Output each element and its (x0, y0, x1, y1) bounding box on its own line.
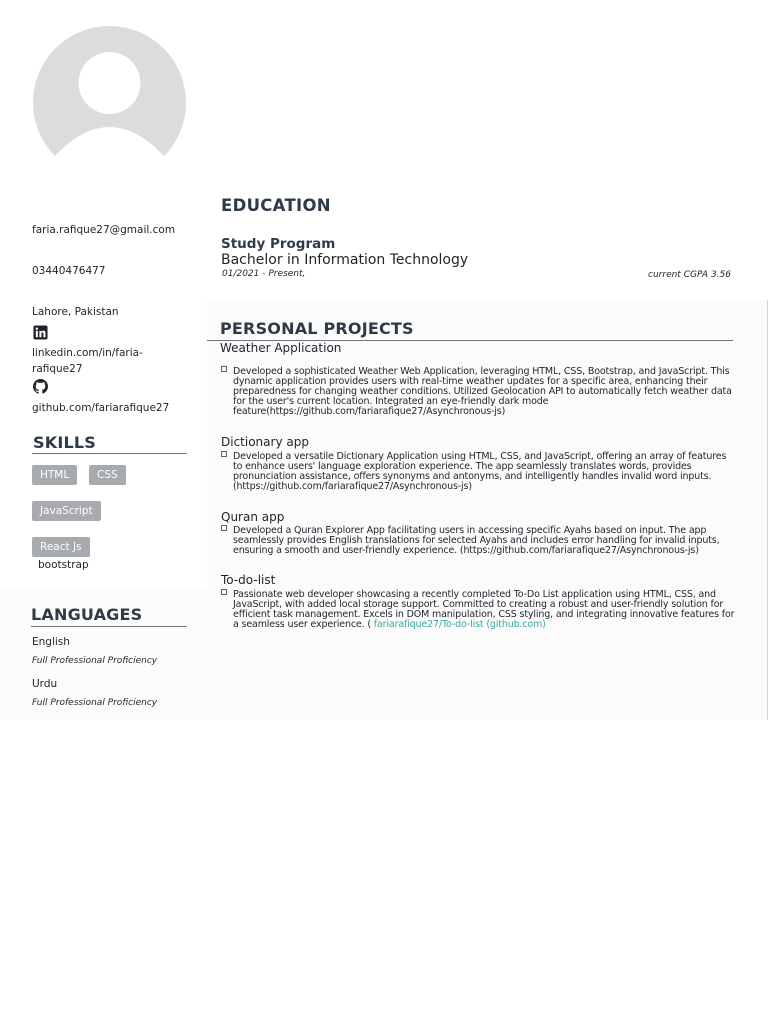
study-program-label: Study Program (221, 236, 336, 252)
linkedin-link-line1[interactable]: linkedin.com/in/faria- (32, 347, 143, 359)
skill-tag: JavaScript (32, 501, 101, 521)
default-avatar-icon (33, 26, 186, 179)
projects-heading: PERSONAL PROJECTS (220, 319, 414, 338)
project-description: Developed a Quran Explorer App facilitating users in accessing specific Ayahs based on input. The app seamlessly provides English translations for selected Ayahs and includes error handling for invalid inputs, ensuring a smooth and user-friendly experience. (https://github.com/fariarafique27/Asynchronous-js) (233, 525, 720, 556)
degree-title: Bachelor in Information Technology (221, 252, 469, 268)
skill-tag: bootstrap (38, 559, 89, 571)
linkedin-link-line2[interactable]: rafique27 (32, 363, 83, 375)
bullet-icon (221, 525, 227, 531)
education-date: 01/2021 - Present, (222, 269, 306, 279)
bullet-icon (221, 366, 227, 372)
phone: 03440476477 (32, 265, 106, 277)
skill-tag: CSS (89, 465, 126, 485)
language-level: Full Professional Proficiency (32, 698, 158, 708)
skills-heading: SKILLS (33, 433, 96, 452)
project-title: Dictionary app (221, 435, 309, 449)
language-name: Urdu (32, 678, 58, 690)
location: Lahore, Pakistan (32, 306, 119, 318)
project-description: Developed a sophisticated Weather Web Application, leveraging HTML, CSS, Bootstrap, and JavaScript. This dynamic application provides users with real-time weather updates for a specific area, enhancing their preparedness for changing weather conditions. Utilized Geolocation API to automatically fetch weather data for the user's current location. Integrated an eye-friendly dark mode feature(https://github.com/fariarafique27/Asynchronous-js) (233, 366, 732, 417)
linkedin-icon[interactable] (33, 325, 49, 341)
education-heading: EDUCATION (221, 196, 331, 215)
bullet-icon (221, 451, 227, 457)
project-title: To-do-list (221, 573, 276, 587)
project-title: Quran app (221, 510, 285, 524)
skills-divider (32, 453, 187, 454)
education-cgpa: current CGPA 3.56 (648, 270, 731, 280)
language-name: English (32, 636, 70, 648)
project-description-text: Passionate web developer showcasing a recently completed To-Do List application using HTML, CSS, and JavaScript, with added local storage support. Committed to creating a robust and user-friendly solution for efficient task management. Excels in DOM manipulation, CSS styling, and integrating innovative features for a seamless user experience. ( (233, 589, 735, 630)
email: faria.rafique27@gmail.com (32, 224, 176, 236)
skill-tag: React Js (32, 537, 90, 557)
languages-divider (31, 626, 187, 627)
bullet-icon (221, 589, 227, 595)
todo-list-github-link[interactable]: fariarafique27/To-do-list (github.com) (373, 619, 546, 630)
project-title: Weather Application (220, 341, 342, 355)
project-description (233, 590, 737, 630)
github-icon[interactable] (33, 379, 49, 395)
github-link[interactable]: github.com/fariarafique27 (32, 402, 170, 414)
language-level: Full Professional Proficiency (32, 656, 158, 666)
skill-tag: HTML (32, 465, 77, 485)
projects-background (207, 300, 768, 720)
project-description: Developed a versatile Dictionary Application using HTML, CSS, and JavaScript, offering an array of features to enhance users' language exploration experience. The app seamlessly translates words, provides pronunciation assistance, offers synonyms and antonyms, and intelligently handles invalid word inputs.(https://github.com/fariarafique27/Asynchronous-js) (233, 451, 727, 492)
languages-heading: LANGUAGES (31, 605, 143, 624)
